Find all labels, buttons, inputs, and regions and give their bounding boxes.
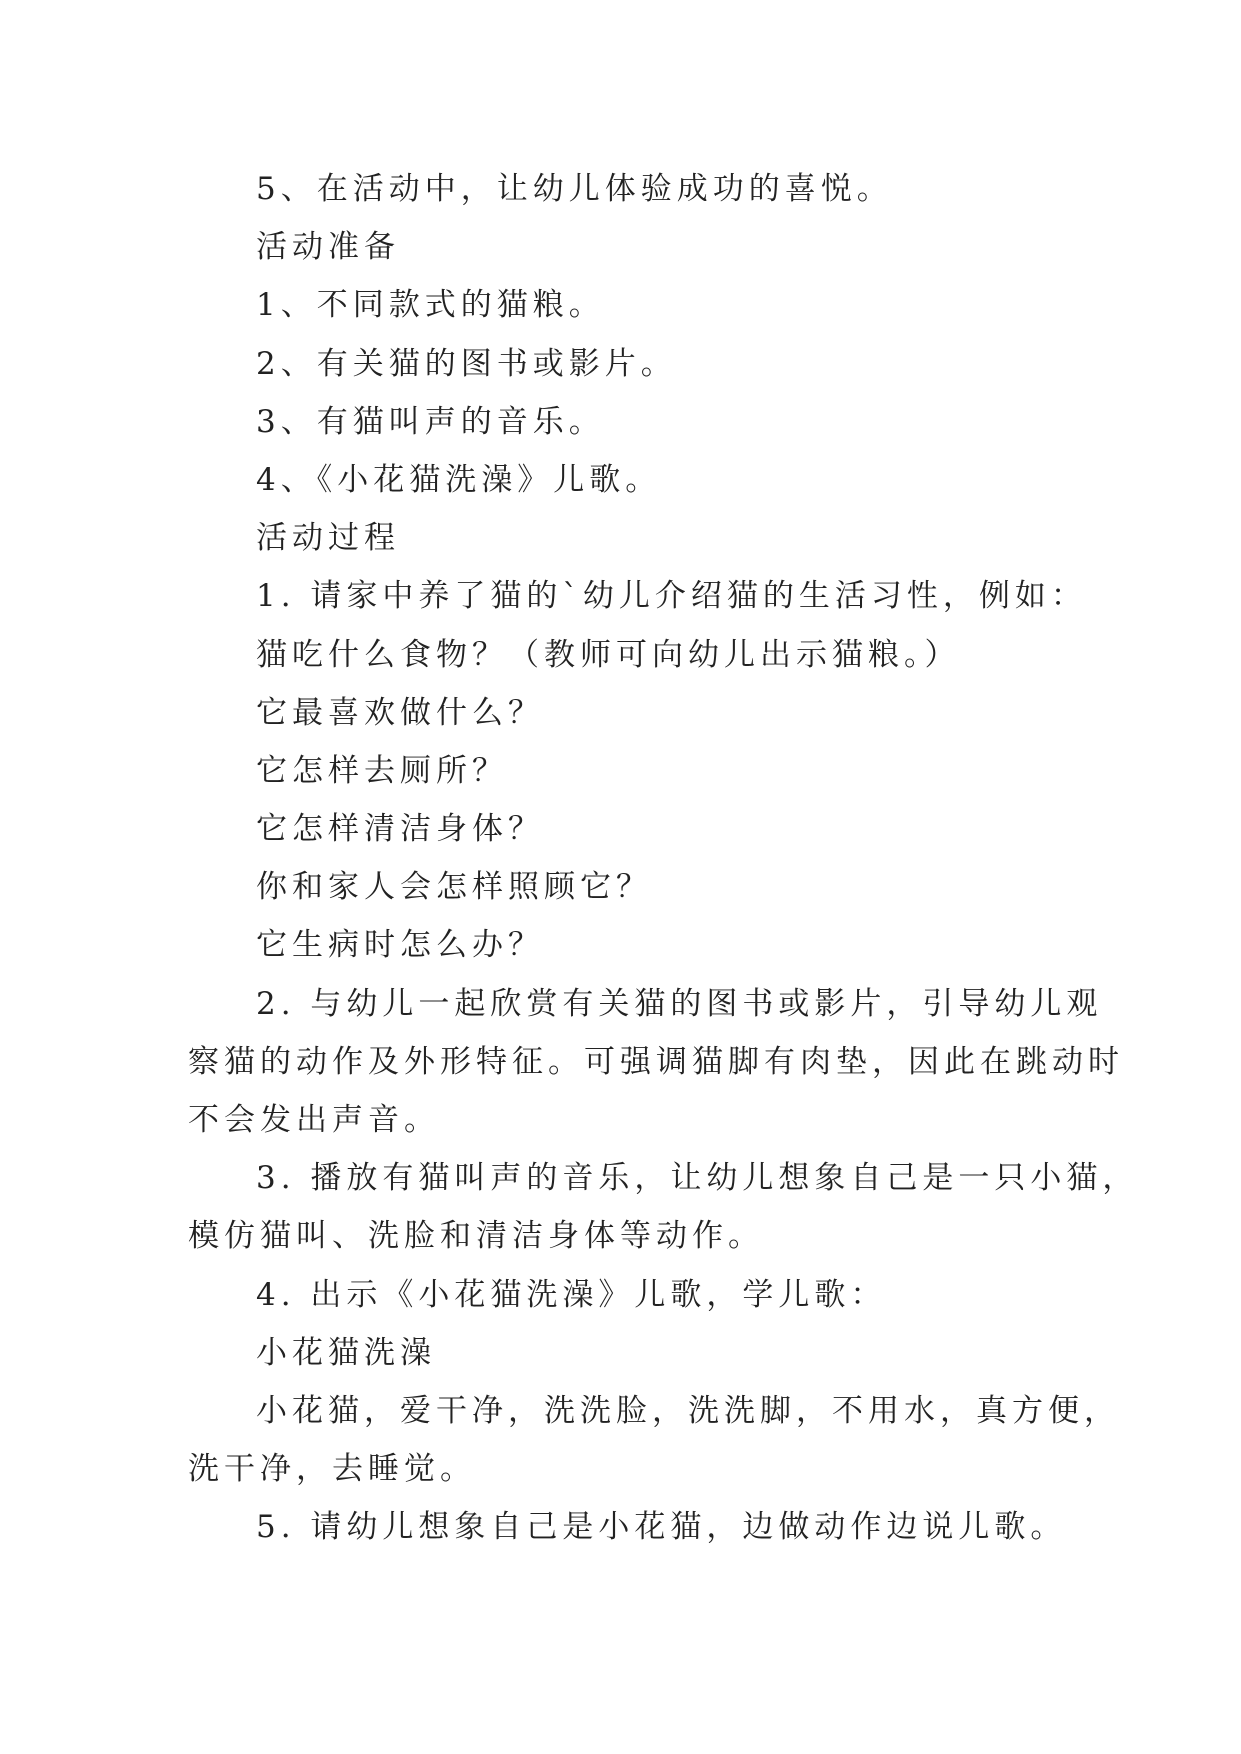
text-line: 小花猫洗澡 — [256, 1334, 436, 1371]
text-line: 2. 与幼儿一起欣赏有关猫的图书或影片，引导幼儿观 — [256, 985, 1103, 1022]
text-line: 1、不同款式的猫粮。 — [256, 287, 605, 324]
text-line: 5、在活动中，让幼儿体验成功的喜悦。 — [256, 171, 893, 207]
text-line: 它怎样去厕所？ — [256, 752, 508, 789]
text-line: 3、有猫叫声的音乐。 — [256, 403, 605, 440]
text-line: 洗干净，去睡觉。 — [188, 1451, 476, 1488]
text-line: 察猫的动作及外形特征。可强调猫脚有肉垫，因此在跳动时 — [188, 1043, 1124, 1080]
text-line: 它最喜欢做什么？ — [256, 694, 544, 731]
text-line: 小花猫，爱干净，洗洗脸，洗洗脚，不用水，真方便， — [256, 1392, 1120, 1429]
text-line: 4、《小花猫洗澡》儿歌。 — [256, 461, 662, 498]
text-line: 你和家人会怎样照顾它？ — [256, 869, 652, 906]
text-line: 3. 播放有猫叫声的音乐，让幼儿想象自己是一只小猫， — [256, 1160, 1139, 1197]
document-body — [188, 160, 1139, 1557]
text-line: 模仿猫叫、洗脸和清洁身体等动作。 — [188, 1218, 764, 1255]
text-line: 1. 请家中养了猫的`幼儿介绍猫的生活习性，例如： — [256, 578, 1087, 615]
text-line: 5. 请幼儿想象自己是小花猫，边做动作边说儿歌。 — [256, 1509, 1067, 1546]
text-line: 4. 出示《小花猫洗澡》儿歌，学儿歌： — [256, 1276, 887, 1313]
text-line: 活动过程 — [256, 520, 400, 557]
text-line: 活动准备 — [256, 229, 400, 266]
text-line: 2、有关猫的图书或影片。 — [256, 345, 677, 382]
text-line: 它生病时怎么办？ — [256, 927, 544, 964]
text-line: 它怎样清洁身体？ — [256, 811, 544, 848]
text-line: 猫吃什么食物？（教师可向幼儿出示猫粮。） — [256, 636, 961, 673]
text-line: 不会发出声音。 — [188, 1102, 440, 1138]
